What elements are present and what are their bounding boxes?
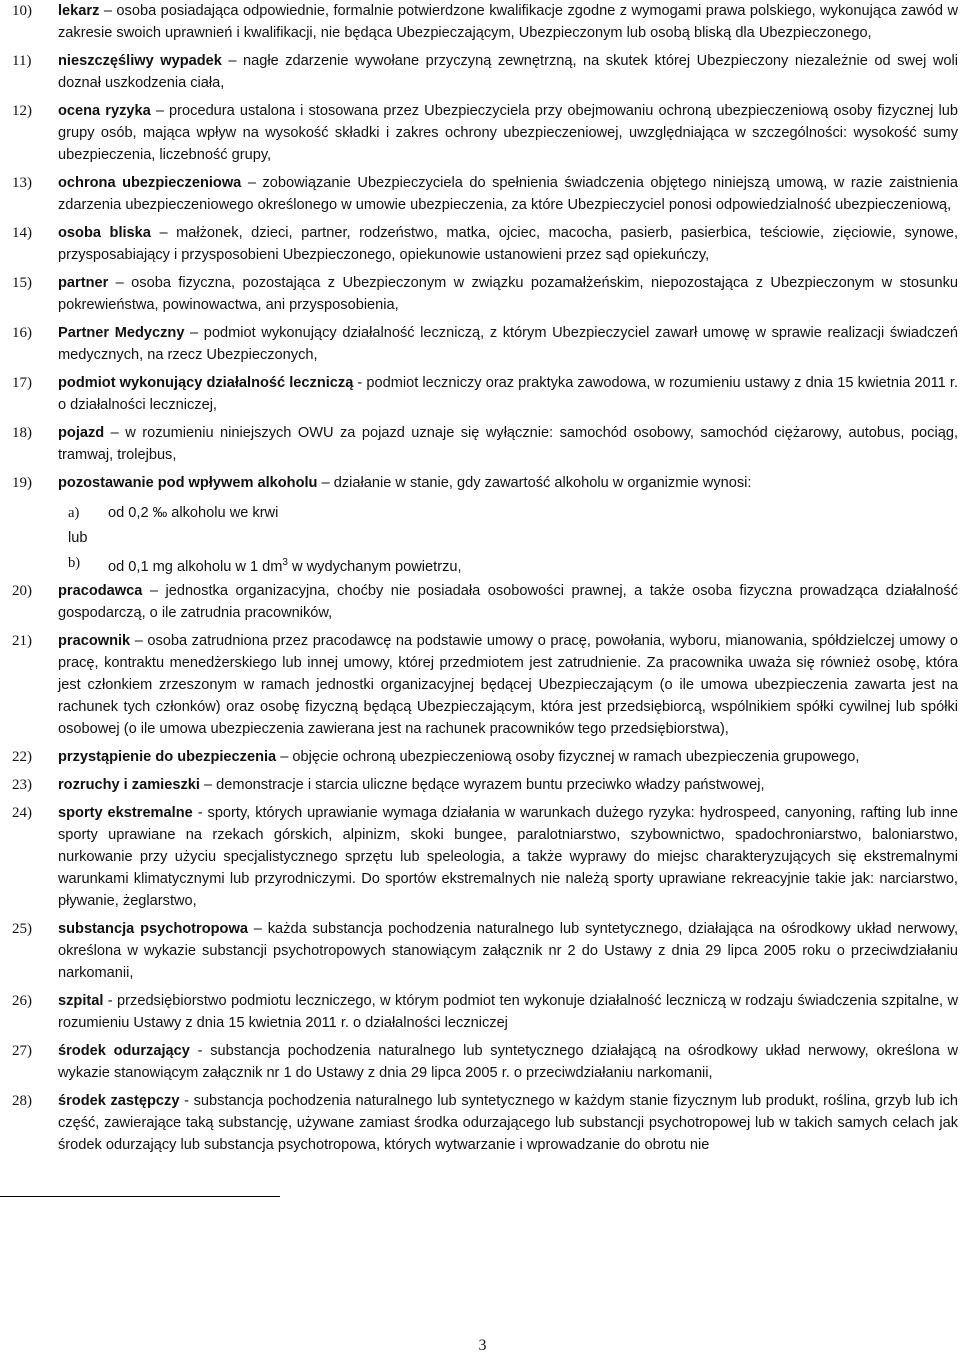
term: rozruchy i zamieszki: [58, 777, 200, 793]
definition-item: [12, 472, 958, 577]
item-number: 17): [12, 375, 32, 391]
term: lekarz: [58, 3, 100, 19]
term: pozostawanie pod wpływem alkoholu: [58, 475, 318, 491]
definition-item: [12, 372, 958, 416]
item-number: 26): [12, 993, 32, 1009]
definition-text: - sporty, których uprawianie wymaga działania w warunkach dużego ryzyka: hydrospeed, canyoning, rafting lub inne sporty uprawiane na rzekach górskich, alpinizm, skoki bungee, paralotniarstwo, szybownictwo, spadochroniarstwo, baloniarstwo, nurkowanie przy użyciu specjalistycznego sprzętu lub speleologia, a także wyprawy do miejsc charakteryzujących się ekstremalnymi warunkami klimatycznymi lub przyrodniczymi. Do sportów ekstremalnych nie należą sporty uprawiane rekreacyjnie takie jak: narciarstwo, pływanie, żeglarstwo,: [58, 805, 958, 909]
term: Partner Medyczny: [58, 325, 185, 341]
definition-text: – objęcie ochroną ubezpieczeniową osoby fizycznej w ramach ubezpieczenia grupowego,: [276, 749, 860, 765]
definition-item: [12, 630, 958, 740]
definition-text: – jednostka organizacyjna, choćby nie posiadała osobowości prawnej, a także osoba fizyczna prowadząca działalność gospodarczą, o ile zatrudnia pracowników,: [58, 583, 958, 621]
definition-text: - podmiot leczniczy oraz praktyka zawodowa, w rozumieniu ustawy z dnia 15 kwietnia 2011 r. o działalności leczniczej,: [58, 375, 958, 413]
item-number: 10): [12, 3, 32, 19]
footnote-separator: [0, 1196, 280, 1197]
item-number: 13): [12, 175, 32, 191]
item-number: 18): [12, 425, 32, 441]
definition-item: [12, 272, 958, 316]
term: osoba bliska: [58, 225, 151, 241]
definition-item: [12, 990, 958, 1034]
item-number: 20): [12, 583, 32, 599]
item-number: 27): [12, 1043, 32, 1059]
alcohol-option-a: [12, 502, 958, 527]
alcohol-or-label: lub: [68, 530, 88, 546]
term: środek zastępczy: [58, 1093, 180, 1109]
item-number: 21): [12, 633, 32, 649]
definition-text: – działanie w stanie, gdy zawartość alkoholu w organizmie wynosi:: [317, 475, 752, 491]
definitions-list: [12, 0, 958, 1156]
item-number: 28): [12, 1093, 32, 1109]
item-number: 24): [12, 805, 32, 821]
superscript: 3: [282, 557, 288, 568]
term: pojazd: [58, 425, 105, 441]
term: ochrona ubezpieczeniowa: [58, 175, 242, 191]
definition-item: [12, 322, 958, 366]
term: partner: [58, 275, 109, 291]
definition-text: - substancja pochodzenia naturalnego lub syntetycznego działającą na ośrodkowy układ nerwowy, określona w wykazie stanowiącym załącznik nr 1 do Ustawy z dnia 29 lipca 2005 r. o przeciwdziałaniu narkomanii,: [58, 1043, 958, 1081]
page-number: 3: [478, 1337, 487, 1354]
term: szpital: [58, 993, 104, 1009]
definition-text: – podmiot wykonujący działalność leczniczą, z którym Ubezpieczyciel zawarł umowę w sprawie realizacji świadczeń medycznych, na rzecz Ubezpieczonych,: [58, 325, 958, 363]
term: pracodawca: [58, 583, 143, 599]
definition-text: – osoba zatrudniona przez pracodawcę na podstawie umowy o pracę, powołania, wyboru, mianowania, spółdzielczej umowy o pracę, kontraktu menedżerskiego lub innej umowy, której przedmiotem jest zatrudnienie. Za pracownika uważa się również osobę, która jest członkiem zrzeszonym w ramach jednostki organizacyjnej będącej Ubezpieczającym (o ile umowa ubezpieczenia zawarta jest na rachunek tych członków) oraz osobę fizyczną będącą Ubezpieczającym, która jest przedsiębiorcą, wspólnikiem spółki cywilnej lub spółki osobowej (o ile umowa ubezpieczenia zawierana jest na rachunek pracowników tego przedsiębiorstwa),: [58, 633, 958, 737]
definition-text: – osoba fizyczna, pozostająca z Ubezpieczonym w związku pozamałżeńskim, niepozostająca z Ubezpieczonym w stosunku pokrewieństwa, powinowactwa, ani przysposobienia,: [58, 275, 958, 313]
definition-item: [12, 774, 958, 796]
definition-item: [12, 918, 958, 984]
definition-item: [12, 580, 958, 624]
term: przystąpienie do ubezpieczenia: [58, 749, 277, 765]
definition-item: [12, 802, 958, 912]
item-number: 14): [12, 225, 32, 241]
option-mark: a): [68, 505, 80, 521]
term: nieszczęśliwy wypadek: [58, 53, 222, 69]
item-number: 25): [12, 921, 32, 937]
term: środek odurzający: [58, 1043, 190, 1059]
item-number: 15): [12, 275, 32, 291]
definition-text: - substancja pochodzenia naturalnego lub syntetycznego w każdym stanie fizycznym lub produkt, roślina, grzyb lub ich część, zawierające taką substancję, używane zamiast środka odurzającego lub substancji psychotropowej lub w takich samych celach jak środek odurzający lub substancja psychotropowa, których wytwarzanie i wprowadzanie do obrotu nie: [58, 1093, 958, 1153]
term: pracownik: [58, 633, 131, 649]
item-number: 11): [12, 53, 32, 69]
definition-item: [12, 0, 958, 44]
definition-text: – każda substancja pochodzenia naturalnego lub syntetycznego, działająca na ośrodkowy układ nerwowy, określona w wykazie substancji psychotropowych stanowiącym załącznik nr 2 do Ustawy z dnia 29 lipca 2005 roku o przeciwdziałaniu narkomanii,: [58, 921, 958, 981]
definition-item: [12, 422, 958, 466]
item-number: 12): [12, 103, 32, 119]
definition-text: – nagłe zdarzenie wywołane przyczyną zewnętrzną, na skutek której Ubezpieczony niezależnie od swej woli doznał uszkodzenia ciała,: [58, 53, 958, 91]
definition-text: – w rozumieniu niniejszych OWU za pojazd uznaje się wyłącznie: samochód osobowy, samochód ciężarowy, autobus, pociąg, tramwaj, trolejbus,: [58, 425, 958, 463]
option-text: od 0,2 ‰ alkoholu we krwi: [108, 505, 279, 521]
term: substancja psychotropowa: [58, 921, 248, 937]
option-text-tail: w wydychanym powietrzu,: [287, 558, 462, 575]
option-text: od 0,1 mg alkoholu w 1 dm: [108, 558, 283, 575]
alcohol-option-b: [12, 552, 958, 577]
definition-text: – małżonek, dzieci, partner, rodzeństwo, matka, ojciec, macocha, pasierb, pasierbica, teściowie, zięciowie, synowe, przysposabiający i przysposobieni Ubezpieczonego, opiekunowie ustanowieni przez sąd opiekuńczy,: [58, 225, 958, 263]
term: sporty ekstremalne: [58, 805, 193, 821]
definition-text: – osoba posiadająca odpowiednie, formalnie potwierdzone kwalifikacje zgodne z wymogami prawa polskiego, wykonująca zawód w zakresie swoich uprawnień i kwalifikacji, nie będąca Ubezpieczającym, Ubezpieczonym lub osobą bliską dla Ubezpieczonego,: [58, 3, 958, 41]
term: ocena ryzyka: [58, 103, 151, 119]
definition-item: [12, 50, 958, 94]
definition-item: [12, 222, 958, 266]
definition-item: [12, 172, 958, 216]
item-number: 16): [12, 325, 32, 341]
definition-item: [12, 100, 958, 166]
item-number: 23): [12, 777, 32, 793]
definition-text: – demonstracje i starcia uliczne będące wyrazem buntu przeciwko władzy państwowej,: [199, 777, 765, 793]
definition-text: – zobowiązanie Ubezpieczyciela do spełnienia świadczenia objętego niniejszą umową, w razie zaistnienia zdarzenia ubezpieczeniowego określonego w umowie ubezpieczenia, za które Ubezpieczyciel ponosi odpowiedzialność ubezpieczeniową,: [58, 175, 958, 213]
definition-text: – procedura ustalona i stosowana przez Ubezpieczyciela przy obejmowaniu ochroną ubezpieczeniową osoby fizycznej lub grupy osób, mająca wpływ na wysokość składki i zakres ochrony ubezpieczeniowej, uwzględniająca w szczególności: wysokość sumy ubezpieczenia, liczebność grupy,: [58, 103, 958, 163]
item-number: 19): [12, 475, 32, 491]
definition-item: [12, 1040, 958, 1084]
term: podmiot wykonujący działalność leczniczą: [58, 375, 354, 391]
definition-item: [12, 746, 958, 768]
definition-item: [12, 1090, 958, 1156]
option-mark: b): [68, 555, 81, 571]
definition-text: - przedsiębiorstwo podmiotu leczniczego, w którym podmiot ten wykonuje działalność leczniczą w rodzaju świadczenia szpitalne, w rozumieniu Ustawy z dnia 15 kwietnia 2011 r. o działalności leczniczej: [58, 993, 958, 1031]
item-number: 22): [12, 749, 32, 765]
